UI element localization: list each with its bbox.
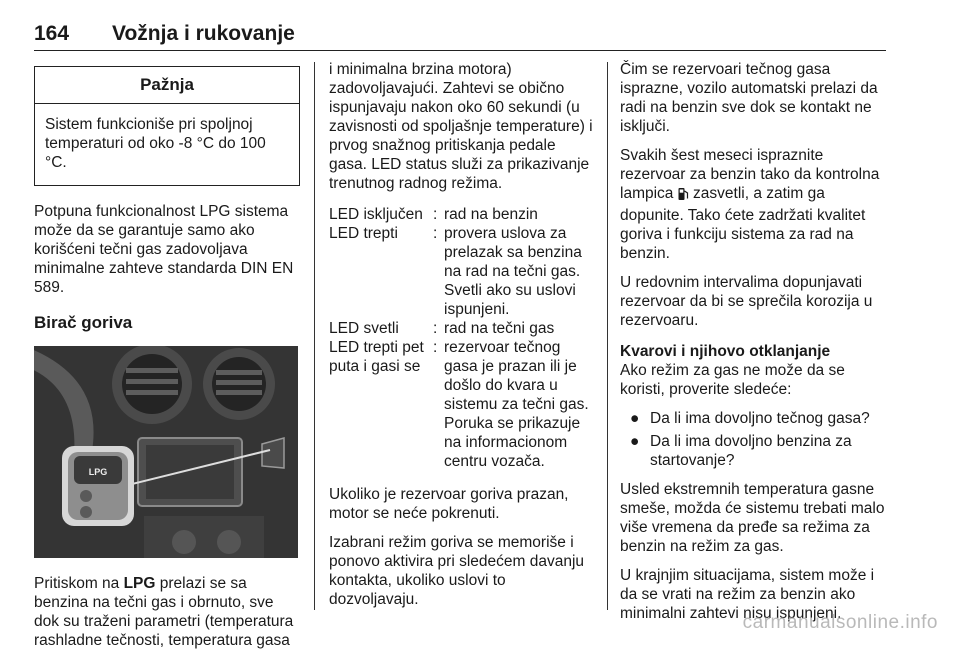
check-list-text: Da li ima dovoljno tečnog gasa? bbox=[650, 410, 870, 427]
conditions-paragraph: i minimalna brzina motora) zadovoljavajući. Zahtevi se obično ispunjavaju nakon oko 60 sekundi (u zavisnosti od spoljašnje temperature) i prvog snažnog pritiskanja pedale gasa. LED status služi za prikazivanje trenutnog radnog režima. bbox=[329, 61, 593, 192]
led-separator: : bbox=[433, 225, 438, 242]
led-status-row bbox=[329, 338, 597, 471]
corrosion-paragraph: U redovnim intervalima dopunjavati rezervoar da bi se sprečila korozija u rezervoaru. bbox=[620, 274, 873, 329]
column-middle bbox=[329, 60, 597, 619]
check-list-text: Da li ima dovoljno benzina za startovanje? bbox=[650, 433, 852, 469]
check-list-item bbox=[620, 432, 888, 470]
fallback-paragraph: U krajnjim situacijama, sistem može i da se vrati na režim za benzin ako minimalni zahtevi nisu ispunjeni. bbox=[620, 567, 875, 622]
caution-title: Pažnja bbox=[35, 67, 299, 104]
lpg-button-label: LPG bbox=[88, 467, 108, 477]
led-separator: : bbox=[433, 206, 438, 223]
led-state: LED trepti bbox=[329, 225, 398, 242]
led-separator: : bbox=[433, 339, 438, 356]
column-divider bbox=[314, 62, 315, 610]
led-separator: : bbox=[433, 320, 438, 337]
column-right bbox=[620, 60, 888, 633]
fuel-pump-icon bbox=[678, 187, 689, 206]
fuel-selector-illustration bbox=[34, 346, 298, 558]
lpg-button-paragraph: Pritiskom na LPG prelazi se sa benzina na tečni gas i obrnuto, sve dok su traženi parametri (temperatura rashladne tečnosti, temperatura gasa bbox=[34, 575, 294, 649]
temperature-paragraph: Usled ekstremnih temperatura gasne smeše, možda će sistemu trebati malo više vremena da pređe sa režima za benzin na režim za gas. bbox=[620, 481, 885, 555]
led-meaning: provera uslova za prelazak sa benzina na rad na tečni gas. Svetli ako su uslovi ispunjeni. bbox=[444, 225, 582, 318]
lpg-requirements-paragraph: Potpuna funkcionalnost LPG sistema može da se garantuje samo ako korišćeni tečni gas zadovoljava minimalne zahteve standarda DIN EN 589. bbox=[34, 203, 294, 296]
check-list bbox=[620, 409, 888, 470]
bullet-dot-icon: ● bbox=[630, 433, 640, 450]
led-state: LED isključen bbox=[329, 206, 423, 223]
led-status-row bbox=[329, 205, 597, 224]
led-status-row bbox=[329, 224, 597, 319]
maintenance-paragraph: Svakih šest meseci ispraznite rezervoar za benzin tako da kontrolna lampica zasvetli, a zatim ga dopunite. Tako ćete zadržati kvalitet goriva i funkciju sistema za rad na benzin. bbox=[620, 147, 880, 262]
column-divider bbox=[607, 62, 608, 610]
bullet-dot-icon: ● bbox=[630, 410, 640, 427]
led-status-row bbox=[329, 319, 597, 338]
page-number: 164 bbox=[34, 22, 70, 45]
led-meaning: rad na benzin bbox=[444, 206, 538, 223]
led-status-table bbox=[329, 205, 597, 471]
caution-text: Sistem funkcioniše pri spoljnoj temperaturi od oko -8 °C do 100 °C. bbox=[45, 116, 266, 171]
header-rule bbox=[34, 50, 886, 51]
led-meaning: rad na tečni gas bbox=[444, 320, 555, 337]
page-title: Vožnja i rukovanje bbox=[112, 22, 295, 45]
watermark-text: carmanualsonline.info bbox=[742, 612, 938, 633]
section-heading-troubleshooting: Kvarovi i njihovo otklanjanje bbox=[620, 343, 831, 360]
caution-box bbox=[34, 66, 300, 186]
empty-tank-paragraph: Ukoliko je rezervoar goriva prazan, motor se neće pokrenuti. bbox=[329, 486, 569, 522]
section-heading-fuel-selector: Birač goriva bbox=[34, 313, 133, 332]
check-list-item bbox=[620, 409, 888, 428]
led-state: LED trepti pet puta i gasi se bbox=[329, 339, 424, 375]
troubleshooting-intro: Ako režim za gas ne može da se koristi, proverite sledeće: bbox=[620, 362, 845, 398]
column-left bbox=[34, 60, 300, 660]
memory-paragraph: Izabrani režim goriva se memoriše i ponovo aktivira pri sledećem davanju kontakta, ukoliko uslovi to dozvoljavaju. bbox=[329, 534, 585, 608]
led-meaning: rezervoar tečnog gasa je prazan ili je došlo do kvara u sistemu za tečni gas. Poruka se prikazuje na informacionom centru vozača. bbox=[444, 339, 589, 470]
led-state: LED svetli bbox=[329, 320, 399, 337]
auto-switch-paragraph: Čim se rezervoari tečnog gasa isprazne, vozilo automatski prelazi da radi na benzin sve dok se kontakt ne isključi. bbox=[620, 61, 878, 135]
